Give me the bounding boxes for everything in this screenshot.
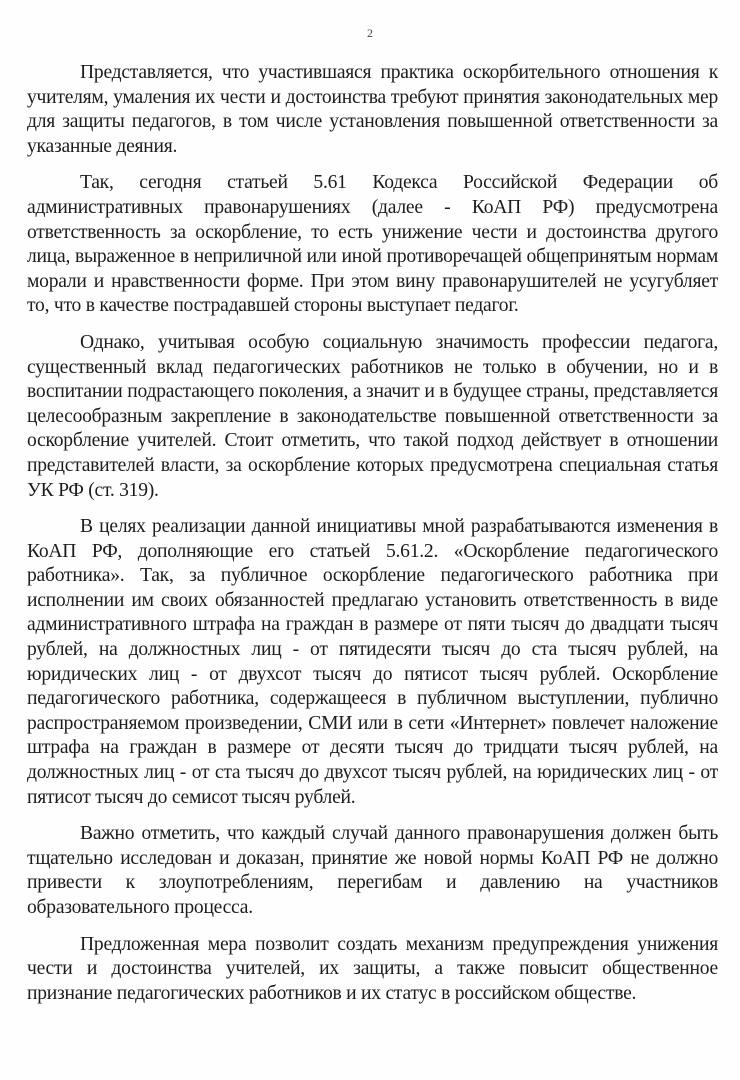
page-number: 2: [367, 26, 373, 40]
document-body: [27, 61, 718, 1018]
paragraph-current-law: Так, сегодня статьей 5.61 Кодекса Российской Федерации об административных правонарушениях (далее - КоАП РФ) предусмотрена ответственность за оскорбление, то есть унижение чести и достоинства другого лица, выраженное в неприличной или иной противоречащей общепринятым нормам морали и нравственности форме. При этом вину правонарушителей не усугубляет то, что в качестве пострадавшей стороны выступает педагог.: [27, 172, 718, 317]
paragraph-intro: Представляется, что участившаяся практика оскорбительного отношения к учителям, умаления их чести и достоинства требуют принятия законодательных мер для защиты педагогов, в том числе установления повышенной ответственности за указанные деяния.: [27, 62, 718, 157]
paragraph-caution: Важно отметить, что каждый случай данного правонарушения должен быть тщательно исследован и доказан, принятие же новой нормы КоАП РФ не должно привести к злоупотреблениям, перегибам и давлению на участников образовательного процесса.: [27, 823, 718, 918]
paragraph-justification: Однако, учитывая особую социальную значимость профессии педагога, существенный вклад педагогических работников не только в обучении, но и в воспитании подрастающего поколения, а значит и в будущее страны, представляется целесообразным закрепление в законодательстве повышенной ответственности за оскорбление учителей. Стоит отметить, что такой подход действует в отношении представителей власти, за оскорбление которых предусмотрена специальная статья УК РФ (ст. 319).: [27, 331, 718, 501]
paragraph-proposal: В целях реализации данной инициативы мной разрабатываются изменения в КоАП РФ, дополняющие его статьей 5.61.2. «Оскорбление педагогического работника». Так, за публичное оскорбление педагогического работника при исполнении им своих обязанностей предлагаю установить ответственность в виде административного штрафа на граждан в размере от пяти тысяч до двадцати тысяч рублей, на должностных лиц - от пятидесяти тысяч до ста тысяч рублей, на юридических лиц - от двухсот тысяч до пятисот тысяч рублей. Оскорбление педагогического работника, содержащееся в публичном выступлении, публично распространяемом произведении, СМИ или в сети «Интернет» повлечет наложение штрафа на граждан в размере от десяти тысяч до тридцати тысяч рублей, на должностных лиц - от ста тысяч до двухсот тысяч рублей, на юридических лиц - от пятисот тысяч до семисот тысяч рублей.: [27, 516, 718, 808]
paragraph-conclusion: Предложенная мера позволит создать механизм предупреждения унижения чести и достоинства учителей, их защиты, а также повысит общественное признание педагогических работников и их статус в российском обществе.: [27, 933, 718, 1004]
